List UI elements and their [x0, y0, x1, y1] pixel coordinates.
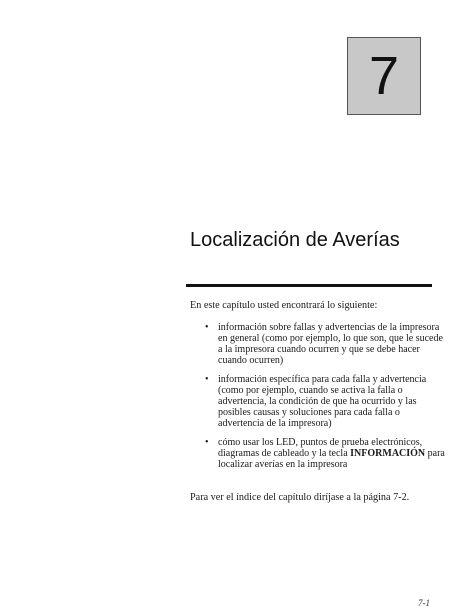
list-item-line: cuando ocurren)	[218, 355, 284, 366]
bullet-icon: •	[205, 322, 209, 333]
list-item	[205, 374, 437, 429]
list-item-line	[218, 448, 445, 459]
line-text: diagramas de cableado y la tecla	[218, 448, 351, 459]
list-item-line: localizar averías en la impresora	[218, 459, 348, 470]
list-item-line: información específica para cada falla y advertencia	[218, 374, 427, 385]
list-item-line: cómo usar los LED, puntos de prueba electrónicos,	[218, 437, 423, 448]
chapter-number: 7	[368, 46, 400, 106]
line-text: para	[425, 448, 445, 459]
list-item-line: (como por ejemplo, cuando se activa la falla o	[218, 385, 403, 396]
list-item-line: en general (como por ejemplo, lo que son, que le sucede	[218, 333, 443, 344]
list-item-line: posibles causas y soluciones para cada falla o	[218, 407, 400, 418]
chapter-title: Localización de Averías	[190, 229, 400, 251]
chapter-number-box	[347, 37, 421, 115]
bullet-icon: •	[205, 374, 209, 385]
list-item-line: información sobre fallas y advertencias de la impresora	[218, 322, 440, 333]
list-item	[205, 437, 445, 470]
list-item-line: advertencia, la condición de que ha ocurrido y las	[218, 396, 417, 407]
page-number: 7-1	[418, 598, 430, 608]
list-item	[205, 322, 443, 366]
informacion-key-label: INFORMACIÓN	[350, 448, 426, 459]
title-divider	[186, 284, 432, 287]
list-item-line: a la impresora cuando ocurren y que se debe hacer	[218, 344, 420, 355]
bullet-icon: •	[205, 437, 209, 448]
closing-text: Para ver el índice del capítulo diríjase a la página 7-2.	[190, 492, 410, 503]
intro-text: En este capítulo usted encontrará lo siguiente:	[190, 300, 378, 311]
list-item-line: advertencia de la impresora)	[218, 418, 332, 429]
topics-list	[205, 322, 445, 478]
